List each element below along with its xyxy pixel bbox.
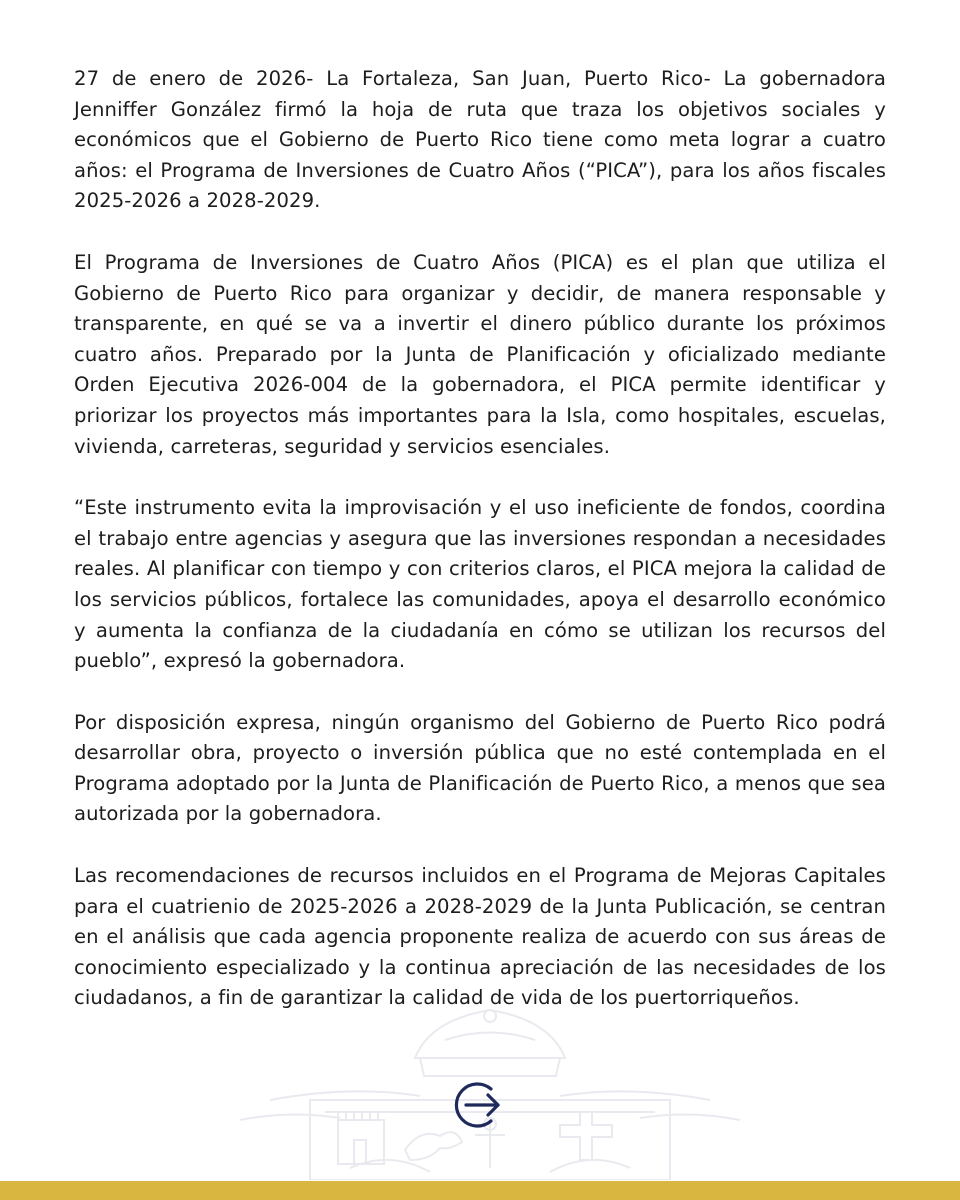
paragraph-announcement: 27 de enero de 2026- La Fortaleza, San Juan, Puerto Rico- La gobernadora Jenniffer González firmó la hoja de ruta que traza los objetivos sociales y económicos que el Gobierno de Puerto Rico tiene como meta lograr a cuatro años: el Programa de Inversiones de Cuatro Años (“PICA”), para los años fiscales 2025-2026 a 2028-2029.	[74, 67, 886, 213]
press-release-body	[74, 64, 886, 1045]
next-page-button[interactable]	[454, 1080, 504, 1130]
arrow-right-circle-icon	[454, 1080, 504, 1130]
paragraph-pica-description: El Programa de Inversiones de Cuatro Años (PICA) es el plan que utiliza el Gobierno de Puerto Rico para organizar y decidir, de manera responsable y transparente, en qué se va a invertir el dinero público durante los próximos cuatro años. Preparado por la Junta de Planificación y oficializado mediante Orden Ejecutiva 2026-004 de la gobernadora, el PICA permite identificar y priorizar los proyectos más importantes para la Isla, como hospitales, escuelas, vivienda, carreteras, seguridad y servicios esenciales.	[74, 250, 886, 458]
paragraph-governor-quote: “Este instrumento evita la improvisación y el uso ineficiente de fondos, coordina el trabajo entre agencias y asegura que las inversiones respondan a necesidades reales. Al planificar con tiempo y con criterios claros, el PICA mejora la calidad de los servicios públicos, fortalece las comunidades, apoya el desarrollo económico y aumenta la confianza de la ciudadanía en cómo se utilizan los recursos del pueblo”, expresó la gobernadora.	[74, 496, 886, 673]
paragraph-recommendations: Las recomendaciones de recursos incluidos en el Programa de Mejoras Capitales para el cuatrienio de 2025-2026 a 2028-2029 de la Junta Publicación, se centran en el análisis que cada agencia proponente realiza de acuerdo con sus áreas de conocimiento especializado y la continua apreciación de las necesidades de los ciudadanos, a fin de garantizar la calidad de vida de los puertorriqueños.	[74, 864, 886, 1010]
paragraph-disposition: Por disposición expresa, ningún organismo del Gobierno de Puerto Rico podrá desarrollar obra, proyecto o inversión pública que no esté contemplada en el Programa adoptado por la Junta de Planificación de Puerto Rico, a menos que sea autorizada por la gobernadora.	[74, 710, 886, 826]
footer-accent-bar	[0, 1181, 960, 1200]
